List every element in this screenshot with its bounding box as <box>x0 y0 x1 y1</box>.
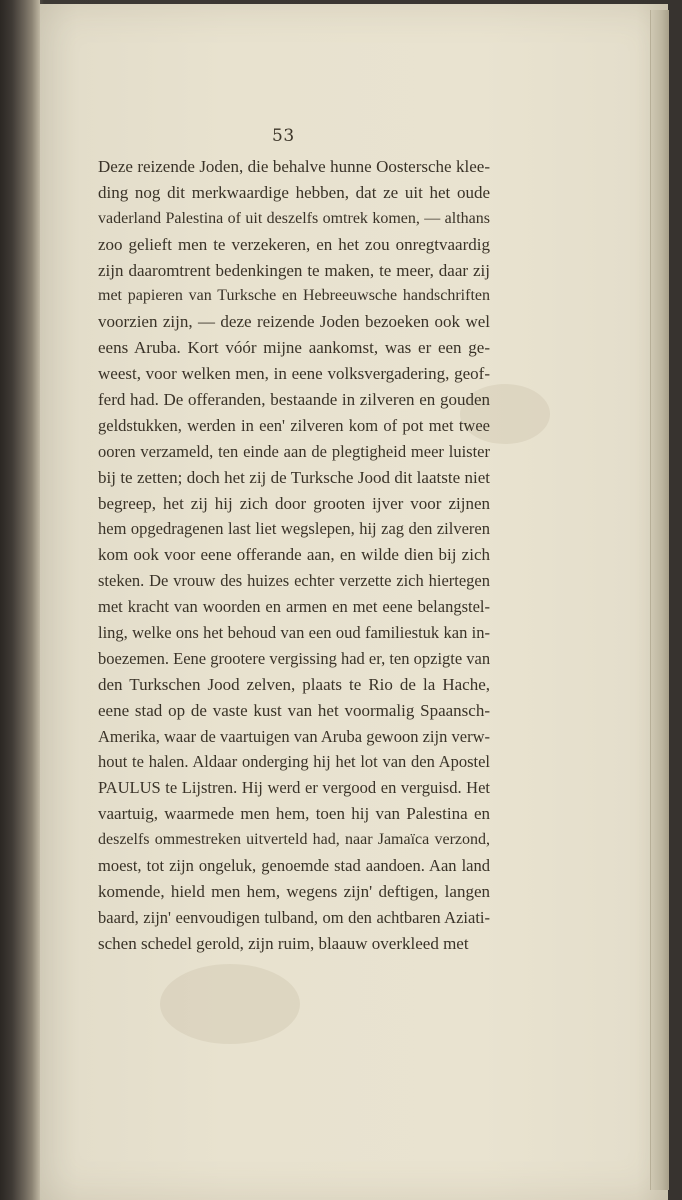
page-number: 53 <box>272 126 295 146</box>
text-line: geldstukken, werden in een' zilveren kom of pot met twee <box>98 415 490 435</box>
text-line: ding nog dit merkwaardige hebben, dat ze uit het oude <box>98 182 490 202</box>
text-line: weest, voor welken men, in eene volksvergadering, geof- <box>98 364 490 384</box>
text-line: ferd had. De offeranden, bestaande in zilveren en gouden <box>98 390 490 410</box>
text-line: met kracht van woorden en armen en met eene belangstel- <box>98 597 490 617</box>
text-line: boezemen. Eene grootere vergissing had er, ten opzigte van <box>98 648 491 668</box>
text-line: baard, zijn' eenvoudigen tulband, om den achtbaren Aziati- <box>98 907 490 927</box>
text-line: moest, tot zijn ongeluk, genoemde stad aandoen. Aan land <box>98 856 490 876</box>
text-line: ooren verzameld, ten einde aan de plegtigheid meer luister <box>98 441 490 461</box>
text-line: eens Aruba. Kort vóór mijne aankomst, was er een ge- <box>98 338 490 358</box>
text-line: steken. De vrouw des huizes echter verzette zich hiertegen <box>98 571 490 591</box>
text-line: ling, welke ons het behoud van een oud familiestuk kan in- <box>98 623 490 643</box>
text-line: vaartuig, waarmede men hem, toen hij van Palestina en <box>98 804 490 824</box>
text-line: met papieren van Turksche en Hebreeuwsche handschriften <box>98 287 490 305</box>
text-line: zoo gelieft men te verzekeren, en het zou onregtvaardig <box>98 234 490 254</box>
text-line: PAULUS te Lijstren. Hij werd er vergood en verguisd. Het <box>98 778 490 798</box>
text-line: deszelfs ommestreken uitverteld had, naar Jamaïca verzond, <box>98 831 490 849</box>
text-line: hem opgedragenen last liet wegslepen, hij zag den zilveren <box>98 519 490 539</box>
text-line: schen schedel gerold, zijn ruim, blaauw overkleed met <box>98 933 469 953</box>
text-line: zijn daaromtrent bedenkingen te maken, te meer, daar zij <box>98 260 490 280</box>
text-line: Amerika, waar de vaartuigen van Aruba gewoon zijn verw- <box>98 726 490 746</box>
text-line: Deze reizende Joden, die behalve hunne Oostersche klee- <box>98 157 490 176</box>
body-text <box>98 154 490 957</box>
text-line: vaderland Palestina of uit deszelfs omtrek komen, — althans <box>98 209 490 227</box>
book-binding <box>0 0 40 1200</box>
paper-stain <box>160 964 300 1044</box>
page-edge <box>650 10 669 1190</box>
text-line: eene stad op de vaste kust van het voormalig Spaansch- <box>98 700 490 720</box>
text-line: kom ook voor eene offerande aan, en wilde dien bij zich <box>98 545 490 565</box>
text-line: hout te halen. Aldaar onderging hij het lot van den Apostel <box>98 752 490 772</box>
text-line: bij te zetten; doch het zij de Turksche Jood dit laatste niet <box>98 467 490 487</box>
text-line: voorzien zijn, — deze reizende Joden bezoeken ook wel <box>98 312 490 332</box>
text-line: den Turkschen Jood zelven, plaats te Rio de la Hache, <box>98 674 490 694</box>
text-line: komende, hield men hem, wegens zijn' deftigen, langen <box>98 881 490 901</box>
text-line: begreep, het zij hij zich door grooten ijver voor zijnen <box>98 493 490 513</box>
